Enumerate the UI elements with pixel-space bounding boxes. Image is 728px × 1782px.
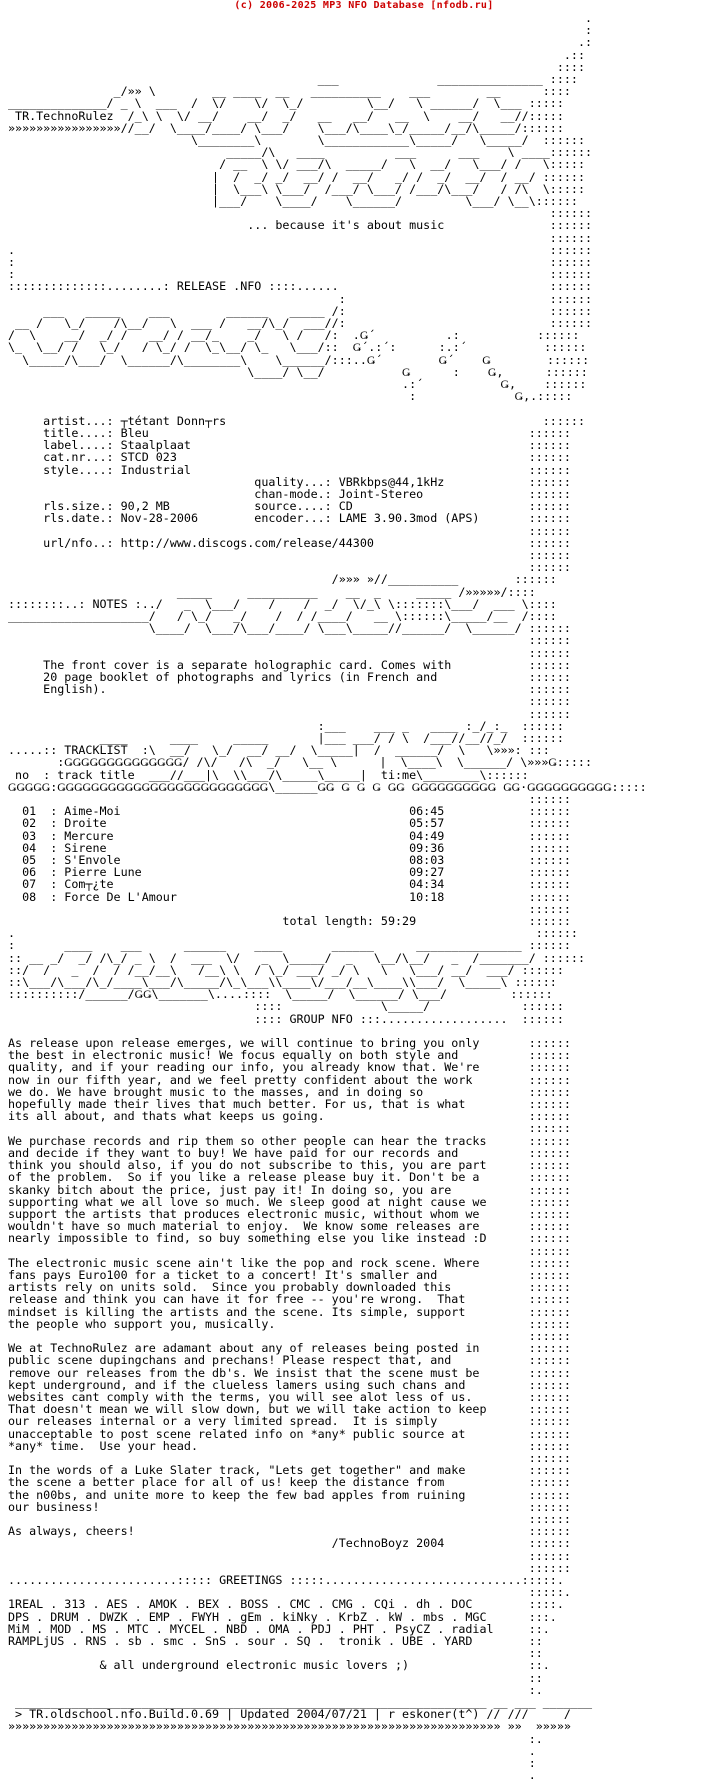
- nfo-line: websites cant comply with the terms, you will see alot less of us. ::::::: [8, 1389, 571, 1404]
- nfo-line: ::::::: [8, 706, 571, 721]
- nfo-line: the scene a better place for all of us! keep the distance from ::::::: [8, 1475, 571, 1490]
- nfo-line: :___ ___ _ ____ :_/_:_ ::::::: [8, 718, 564, 733]
- nfo-line: ::::::: [8, 206, 593, 221]
- nfo-line: 02 : Droite 05:57 ::::::: [8, 816, 571, 831]
- nfo-line: 20 page booklet of photographs and lyrics (in French and ::::::: [8, 669, 571, 684]
- nfo-line: |___/ \____/ \______/ \___/ \__\::::::: [8, 194, 578, 209]
- nfo-line: ___ _______________ ::::: [8, 72, 578, 87]
- nfo-line: ........................::::: GREETINGS :::::............................:::::.: [8, 1573, 564, 1587]
- nfo-line: ::::::: [8, 1450, 571, 1465]
- nfo-line: .:: [8, 35, 593, 50]
- nfo-line: 03 : Mercure 04:49 ::::::: [8, 828, 571, 843]
- nfo-line: unacceptable to post scene related info on *any* public source at ::::::: [8, 1426, 571, 1441]
- nfo-line: total length: 59:29 ::::::: [8, 914, 571, 929]
- nfo-line: ::::::: [8, 230, 593, 245]
- nfo-line: ::::::::..: NOTES :../ _ \___/ / / _/ \/_\ \:::::::\___/ ___ \::::: [8, 596, 557, 611]
- nfo-line: In the words of a Luke Slater track, "Lets get together" and make ::::::: [8, 1463, 571, 1478]
- nfo-line: no : track title ___//___|\ \\___/\_____\_____| ti:me\________\::::::: [8, 767, 529, 782]
- nfo-line: supporting what we all love so much. We sleep good at night cause we ::::::: [8, 1194, 571, 1209]
- nfo-line: .....:: TRACKLIST :\ __/ \_/ __/ __/ \_____| / ______/ \ \»»»: :::: [8, 743, 550, 758]
- nfo-line: ::\___/\___/\_/____\___/\_____/\_\___\\____\/___/__\____\\___/ \_____\ ::::::: [8, 975, 557, 990]
- nfo-line: ::::::: [8, 1243, 571, 1258]
- nfo-line: \____/ \___/\___/____/ \___\_____//______/ \______/ ::::::: [8, 621, 571, 636]
- nfo-line: think you should also, if you do not subscribe to this, you are part ::::::: [8, 1158, 571, 1173]
- nfo-line: / \ __/ _/ / __/ / __/_ _/ \ / /: .Ǥ´ .: ::::::: [8, 328, 580, 343]
- nfo-line: The front cover is a separate holographic card. Comes with ::::::: [8, 657, 571, 672]
- nfo-line: :: [8, 1756, 536, 1771]
- nfo-line: .: [8, 1743, 536, 1758]
- nfo-line: ::/ / _ / / /__/__\ /__\ \ / \_/ ___/ _/ \ \ \___/ __/ ___/ ::::::: [8, 962, 564, 977]
- nfo-line: the people who support you, musically. ::::::: [8, 1316, 571, 1331]
- nfo-line: :: __ _/ _/ /\_/ _ \ / ___ \/ _ \_____/ _ \__/\__/ _ /_______/ ::::::: [8, 950, 585, 965]
- nfo-line: 1REAL . 313 . AES . AMOK . BEX . BOSS . CMC . CMG . CQi . dh . DOC ::::.: [8, 1597, 564, 1612]
- nfo-line: :::: GROUP NFO :::.................. ::::::: [8, 1011, 564, 1026]
- nfo-line: | / _/ _/ __/ / __/ _/ / _/ __/ / __/ ::::::: [8, 169, 585, 184]
- nfo-line: _____ __________ __ _ _____ /»»»»»/::::: [8, 584, 536, 599]
- nfo-line: cat.nr...: STCD 023 ::::::: [8, 450, 571, 465]
- nfo-line: ::::::: [8, 645, 571, 660]
- nfo-text-document: [8, 11, 718, 1782]
- nfo-line: ::: [8, 1670, 543, 1685]
- nfo-line: ___________________________________________________________________ __ ___ _______: [8, 1695, 593, 1710]
- nfo-line: ::::::: [8, 547, 571, 562]
- nfo-line: ::::::: [8, 1121, 571, 1136]
- nfo-line: our business! ::::::: [8, 1499, 571, 1514]
- nfo-line: artist...: ┬tétant Donn┬rs ::::::: [8, 413, 585, 428]
- nfo-line: ::::::: [8, 694, 571, 709]
- nfo-line: fans pays Euro100 for a ticket to a concert! It's smaller and ::::::: [8, 1267, 571, 1282]
- nfo-line: : ::::::: [8, 267, 593, 282]
- nfo-line: ... because it's about music ::::::: [8, 218, 593, 233]
- nfo-line: hopefully made their lives that much better. For us, that is what ::::::: [8, 1097, 571, 1112]
- nfo-line: kept underground, and if the clueless lamers using such chans and ::::::: [8, 1377, 571, 1392]
- nfo-line: ::::::: [8, 1328, 571, 1343]
- nfo-line: . ::::::: [8, 242, 593, 257]
- nfo-line: ::::::: [8, 633, 571, 648]
- nfo-line: DPS . DRUM . DWZK . EMP . FWYH . gEm . kiNky . KrbZ . kW . mbs . MGC :::.: [8, 1609, 557, 1624]
- nfo-line: ::::::: [8, 560, 571, 575]
- nfo-line: our releases internal or a very limited spread. It is simply ::::::: [8, 1414, 571, 1429]
- nfo-line: .:´ Ǥ, ::::::: [8, 377, 587, 392]
- nfo-line: :::: \_____/ ::::::: [8, 999, 564, 1014]
- nfo-line: wouldn't have so much material to enjoy. We know some releases are ::::::: [8, 1219, 571, 1234]
- nfo-line: rls.date.: Nov-28-2006 encoder...: LAME 3.90.3mod (APS) ::::::: [8, 511, 571, 526]
- nfo-line: ______________/ _ \ ___ / \/ \/ \_/ \__/ \ ______/ \___ :::::: [8, 96, 564, 111]
- nfo-line: 04 : Sirene 09:36 ::::::: [8, 840, 571, 855]
- nfo-line: support the artists that produces electronic music, without whom we ::::::: [8, 1206, 571, 1221]
- nfo-line: remove our releases from the db's. We insist that the scene must be ::::::: [8, 1365, 571, 1380]
- nfo-line: The electronic music scene ain't like the pop and rock scene. Where ::::::: [8, 1255, 571, 1270]
- source-banner: (c) 2006-2025 MP3 NFO Database [nfodb.ru]: [234, 0, 494, 11]
- nfo-line: _____/\ ____ ___ ___ \ ____::::::: [8, 145, 593, 160]
- nfo-line: ::::::: [8, 1511, 571, 1526]
- nfo-line: *any* time. Use your head. ::::::: [8, 1438, 571, 1453]
- nfo-line: 01 : Aime-Moi 06:45 ::::::: [8, 804, 571, 819]
- nfo-line: English). ::::::: [8, 682, 571, 697]
- nfo-line: now in our fifth year, and we feel pretty confident about the work ::::::: [8, 1072, 571, 1087]
- nfo-line: label....: Staalplaat ::::::: [8, 438, 571, 453]
- nfo-line: \_ \__/ / \_/ / \_/ / \_\__/ \_ \___/:: Ǥ´.:´: :.:´ ::::::: [8, 340, 587, 355]
- nfo-line: : ::::::: [8, 291, 593, 306]
- nfo-line: skanky bitch about the price, just pay it! In doing so, you are ::::::: [8, 1182, 571, 1197]
- nfo-line: \_____/\___/ \______/\________\ \______/:::..Ǥ´ Ǥ´ Ǥ ::::::: [8, 352, 590, 367]
- nfo-line: ::: [8, 1646, 543, 1661]
- nfo-line: _/»» \ __ ____ __ __________ ___ __ ::::: [8, 84, 571, 99]
- nfo-line: : ::::::: [8, 255, 593, 270]
- nfo-line: ____ ____ _____ |___ ___/ / \ /___//__//_/ ::::::: [8, 730, 564, 745]
- nfo-line: 05 : S'Envole 08:03 ::::::: [8, 853, 571, 868]
- nfo-line: :.: [8, 1682, 543, 1697]
- nfo-line: RAMPLjUS . RNS . sb . smc . SnS . sour . SQ . tronik . UBE . YARD ::: [8, 1634, 543, 1649]
- nfo-line: quality, and if your reading our info, you already know that. We're ::::::: [8, 1060, 571, 1075]
- nfo-line: of the problem. So if you like a release please buy it. Don't be a ::::::: [8, 1170, 571, 1185]
- nfo-line: :::::.: [8, 1585, 571, 1600]
- nfo-line: and decide if they want to buy! We have paid for our records and ::::::: [8, 1145, 571, 1160]
- nfo-line: 08 : Force De L'Amour 10:18 ::::::: [8, 889, 571, 904]
- nfo-line: .: [8, 11, 593, 25]
- nfo-line: ::::::: [8, 1548, 571, 1563]
- nfo-line: \____/ \__/ Ǥ : Ǥ, ::::::: [8, 364, 588, 379]
- nfo-line: As always, cheers! ::::::: [8, 1524, 571, 1539]
- nfo-line: artists rely on units sold. Since you probably downloaded this ::::::: [8, 1280, 571, 1295]
- nfo-line: the best in electronic music! We focus equally on both style and ::::::: [8, 1048, 571, 1063]
- nfo-line: ::::::: [8, 792, 571, 806]
- nfo-line: chan-mode.: Joint-Stereo ::::::: [8, 486, 571, 501]
- nfo-line: url/nfo..: http://www.discogs.com/release/44300 ::::::: [8, 535, 571, 550]
- nfo-line: That doesn't mean we will slow down, but we will take action to keep ::::::: [8, 1402, 571, 1417]
- nfo-line: > TR.oldschool.nfo.Build.0.69 | Updated 2004/07/21 | r eskoner(t^) // /// /: [8, 1707, 571, 1722]
- nfo-line: MiM . MOD . MS . MTC . MYCEL . NBD . OMA . PDJ . PHT . PsyCZ . radial ::.: [8, 1621, 550, 1636]
- nfo-line: . ::::::: [8, 926, 578, 941]
- nfo-line: 07 : Com┬¿te 04:34 ::::::: [8, 877, 571, 892]
- nfo-line: & all underground electronic music lovers ;) ::.: [8, 1658, 550, 1673]
- nfo-line: title....: Bleu ::::::: [8, 425, 571, 440]
- nfo-line: : ____ ___ ______ ____ ______ _______________ ::::::: [8, 938, 571, 953]
- nfo-line: »»»»»»»»»»»»»»»»»»»»»»»»»»»»»»»»»»»»»»»»»»»»»»»»»»»»»»»»»»»»»»»»»»»»»» »» »»»»»: [8, 1719, 571, 1734]
- nfo-line: We purchase records and rip them so other people can hear the tracks ::::::: [8, 1133, 571, 1148]
- nfo-line: __ / \_/ /\__/ \ ___ / __/\_/ ___//: ::::::: [8, 316, 593, 331]
- nfo-line: ::::: [8, 59, 585, 74]
- nfo-line: TR.TechnoRulez /_\ \ \/ __/ __/ _/ __ __/ __ \ __/ __//:::::: [8, 108, 564, 123]
- nfo-line: As release upon release emerges, we will continue to bring you only ::::::: [8, 1036, 571, 1051]
- nfo-line: :.: [8, 1731, 543, 1746]
- nfo-line: :: [8, 23, 593, 38]
- nfo-line: mindset is killing the artists and the scene. Its simple, support ::::::: [8, 1304, 571, 1319]
- nfo-line: release and think you can have it for free -- you're wrong. That ::::::: [8, 1292, 571, 1307]
- nfo-line: : Ǥ,.:::::: [8, 389, 573, 404]
- nfo-line: .::: [8, 47, 585, 62]
- nfo-line: quality...: VBRkbps@44,1kHz ::::::: [8, 474, 571, 489]
- nfo-line: public scene dupingchans and prechans! Please respect that, and ::::::: [8, 1353, 571, 1368]
- nfo-line: / __ \ \/ ___/\ _____/ \ __/ \___/ / \:::::: [8, 157, 585, 172]
- nfo-line: nearly impossible to find, so buy something else you like instead :D ::::::: [8, 1231, 571, 1246]
- nfo-line: ___ _____ ___ ______ _____ /: ::::::: [8, 303, 593, 318]
- nfo-line: We at TechnoRulez are adamant about any of releases being posted in ::::::: [8, 1341, 571, 1356]
- nfo-line: ::::::::::/______/ǤǤ\_______\....:::: \_____/ \______/ \___/ ::::::: [8, 987, 553, 1002]
- nfo-line: ::::::: [8, 1560, 571, 1575]
- nfo-line: we do. We have brought music to the masses, and in doing so ::::::: [8, 1084, 571, 1099]
- nfo-line: its all about, and thats what keeps us going. ::::::: [8, 1109, 571, 1124]
- nfo-line: :ǤǤǤǤǤǤǤǤǤǤǤǤǤǤ/ /\/ /\ _/ \__ \ | \____\ \______/ \»»»Ǥ:::::: [8, 755, 592, 770]
- nfo-line: /»»» »//__________ ::::::: [8, 572, 557, 587]
- nfo-line: ::::::::::::::........: RELEASE .NFO ::::...... ::::::: [8, 279, 593, 294]
- nfo-line: style....: Industrial ::::::: [8, 462, 571, 477]
- nfo-line: /TechnoBoyz 2004 ::::::: [8, 1536, 571, 1551]
- nfo-line: ::::::: [8, 901, 571, 916]
- nfo-line: the n00bs, and unite more to keep the few bad apples from ruining ::::::: [8, 1487, 571, 1502]
- nfo-line: rls.size.: 90,2 MB source....: CD ::::::: [8, 499, 571, 514]
- nfo-line: 06 : Pierre Lune 09:27 ::::::: [8, 865, 571, 880]
- nfo-line: | \___\ \___/ /___/ \___/ /___/\___/ / /\ \:::::: [8, 181, 585, 196]
- nfo-line: ǤǤǤǤǤ:ǤǤǤǤǤǤǤǤǤǤǤǤǤǤǤǤǤǤǤǤǤǤǤǤǤ\______ǤǤ Ǥ Ǥ Ǥ ǤǤ ǤǤǤǤǤǤǤǤǤǤ ǤǤ·ǤǤǤǤǤǤǤǤǤǤ:::::: [8, 779, 647, 794]
- nfo-line: .: [8, 1768, 536, 1782]
- nfo-line: »»»»»»»»»»»»»»»»//__/ \____/____/ \___/ \___/\____\_/_____/__/\_____/::::::: [8, 120, 564, 135]
- nfo-line: ::::::: [8, 523, 571, 538]
- nfo-line: \________\ \____________\_____/ \_____/ ::::::: [8, 133, 585, 148]
- nfo-line: ____________________/ / \_/ _/ / / /____/ __ \::::::\_____/__ /::::: [8, 608, 557, 623]
